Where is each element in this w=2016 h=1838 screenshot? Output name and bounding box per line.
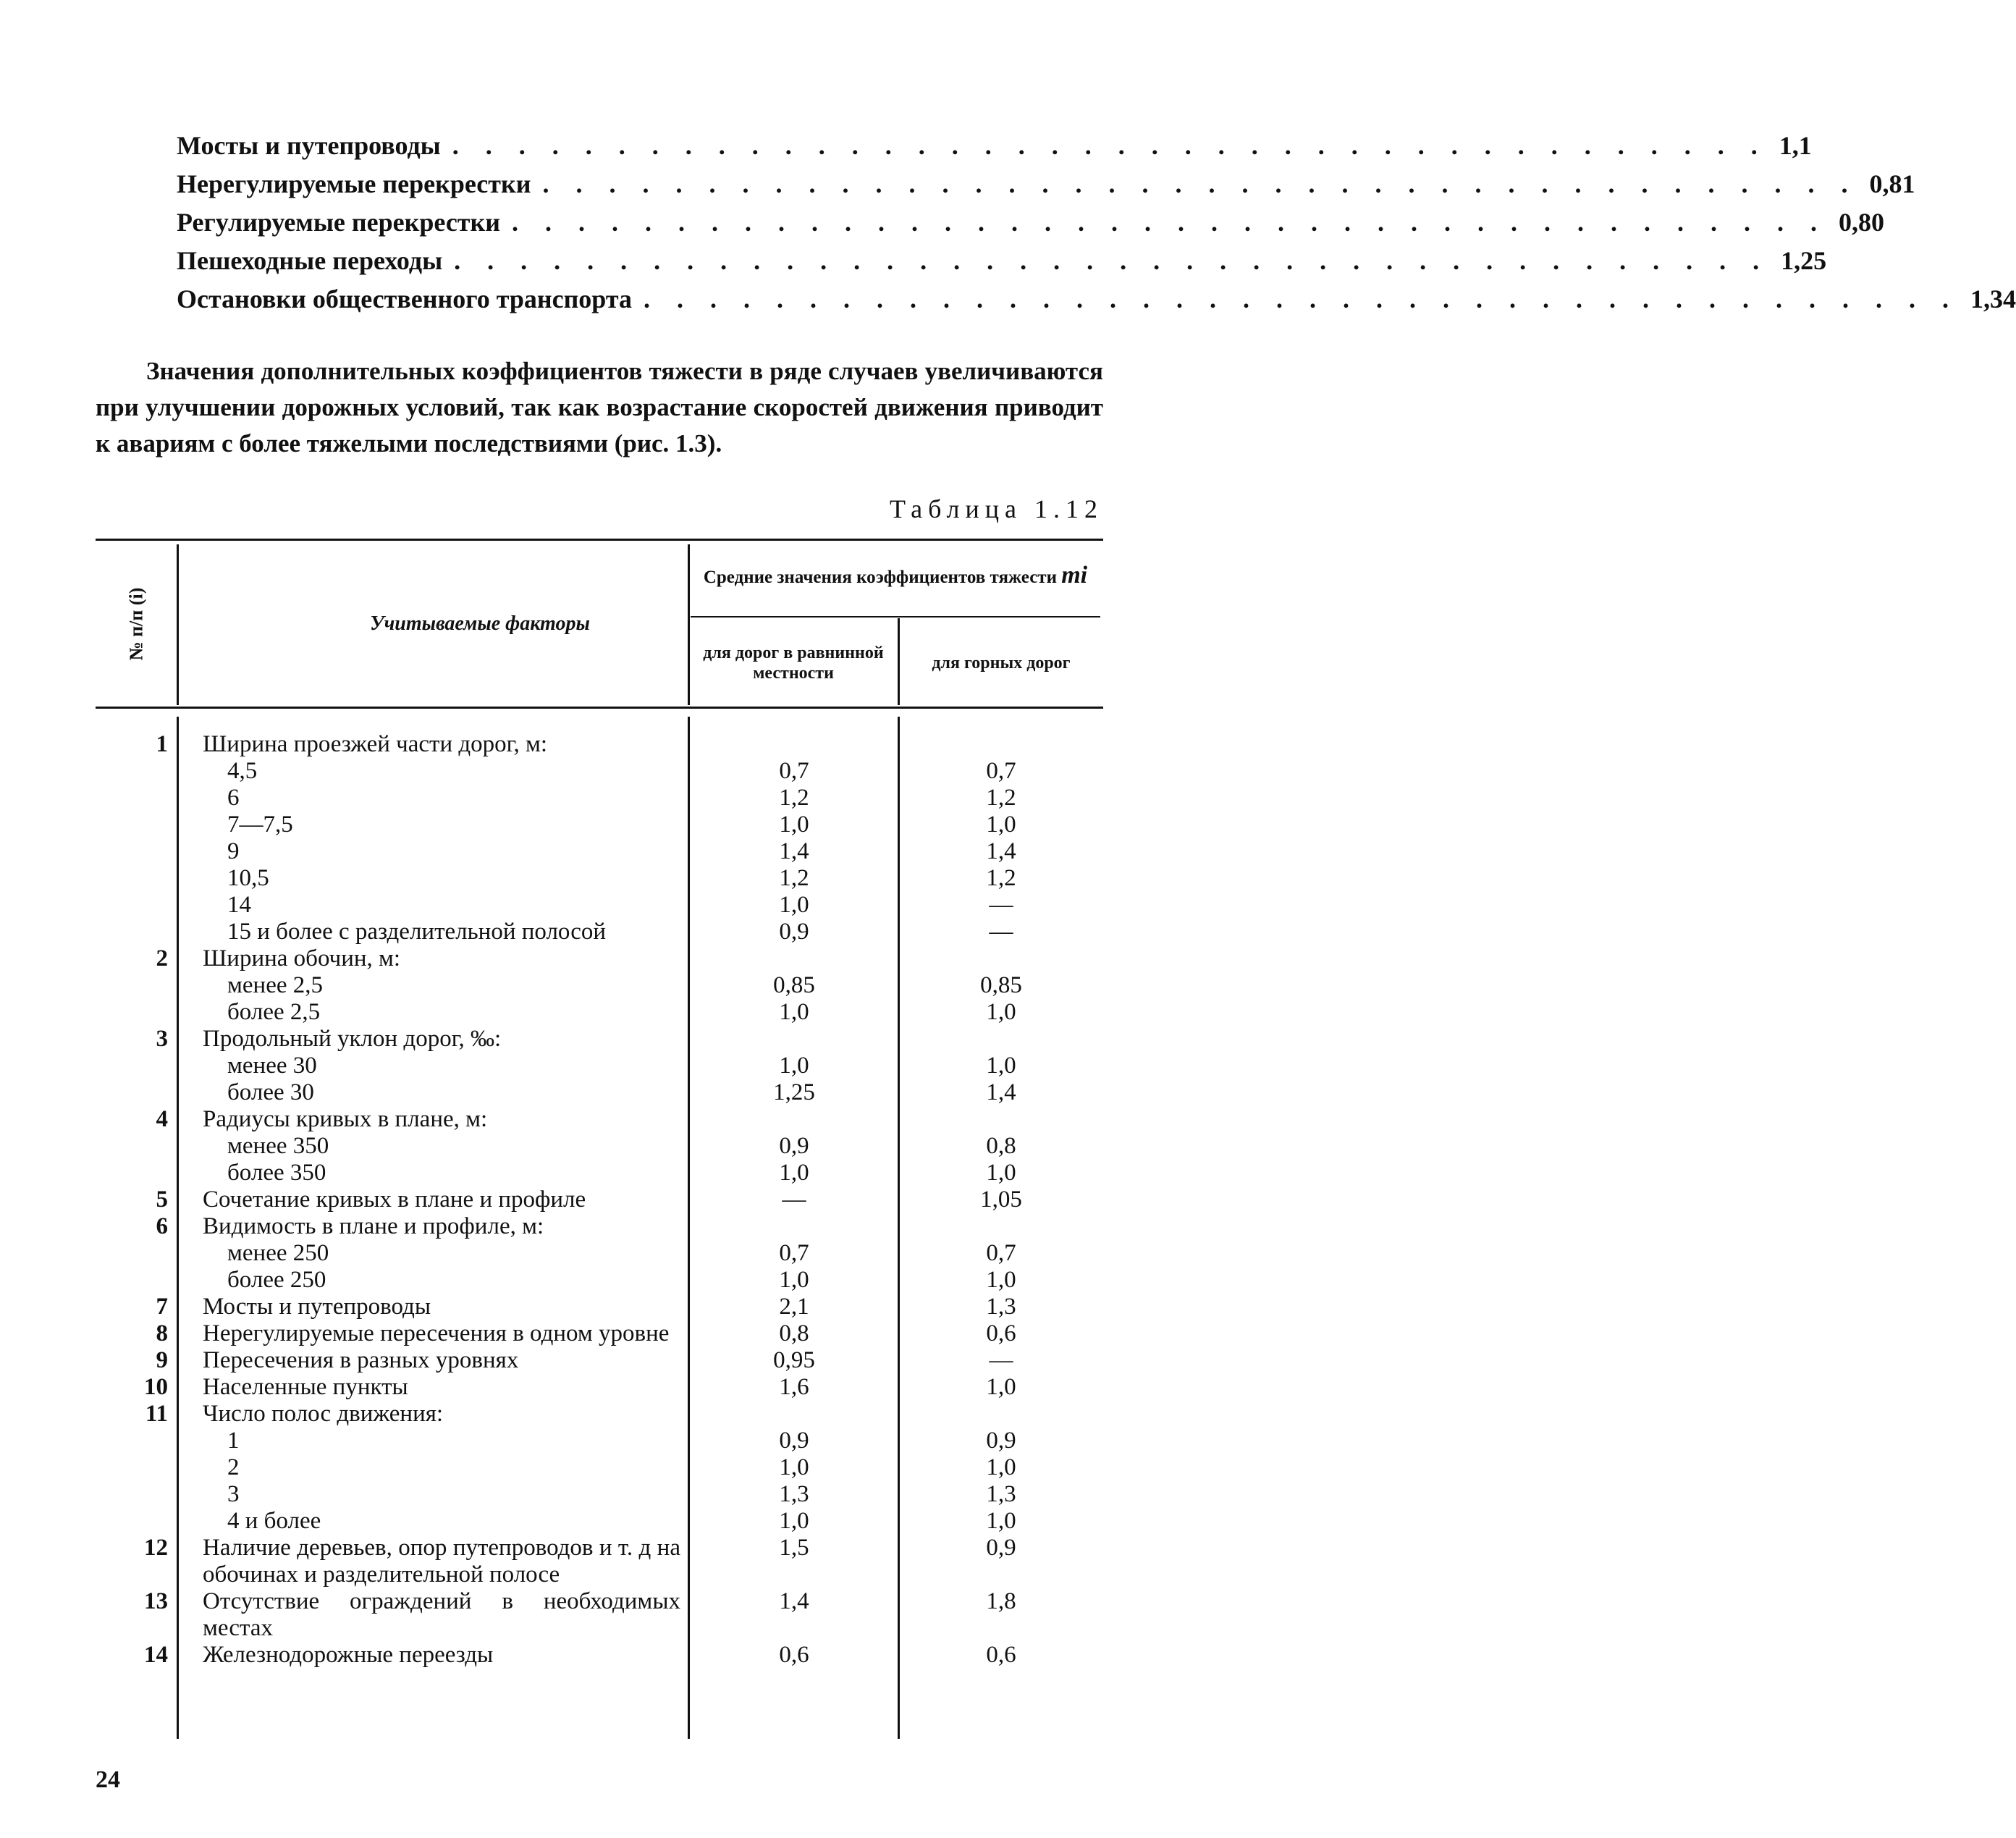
row-factor: 6 — [227, 785, 240, 811]
row-mountain-value: 1,0 — [986, 1053, 1016, 1079]
table-row — [96, 919, 1103, 945]
row-factor: Число полос движения: — [203, 1401, 444, 1427]
row-factor: Радиусы кривых в плане, м: — [203, 1106, 488, 1132]
table-row — [96, 1588, 1103, 1642]
row-number: 14 — [144, 1642, 168, 1668]
row-factor: Ширина проезжей части дорог, м: — [203, 731, 548, 757]
row-mountain-value: 1,4 — [986, 838, 1016, 864]
row-mountain-value: 0,7 — [986, 1240, 1016, 1266]
row-factor: Нерегулируемые пересечения в одном уровне — [203, 1320, 670, 1346]
row-plain-value: 0,8 — [779, 1320, 809, 1346]
row-factor: 4,5 — [227, 758, 258, 784]
row-number: 5 — [156, 1186, 168, 1213]
header-average — [688, 547, 1103, 605]
row-mountain-value: — — [989, 892, 1013, 918]
row-factor: менее 350 — [227, 1133, 329, 1159]
table-row — [96, 811, 1103, 838]
row-plain-value: 0,7 — [779, 758, 809, 784]
table-row — [96, 731, 1103, 758]
row-number: 3 — [156, 1026, 168, 1052]
list-item-value: 1,25 — [1781, 246, 1827, 275]
table-row — [96, 945, 1103, 972]
row-plain-value: 1,25 — [773, 1079, 815, 1105]
row-factor: 3 — [227, 1481, 240, 1507]
row-mountain-value: 1,3 — [986, 1481, 1016, 1507]
row-factor: Отсутствие ограждений в необходимых местах — [203, 1588, 680, 1641]
row-number: 13 — [144, 1588, 168, 1614]
page-number: 24 — [96, 1766, 120, 1793]
table-row — [96, 1508, 1103, 1535]
row-number: 1 — [156, 731, 168, 757]
leader-dots: . . . . . . . . . . . . . . . . . . . . . . . . . . . . . . . . . . . . . . . . — [643, 284, 1959, 313]
leader-dots: . . . . . . . . . . . . . . . . . . . . . . . . . . . . . . . . . . . . . . . . — [542, 169, 1858, 198]
coefficient-table — [96, 539, 1103, 1749]
row-plain-value: 0,9 — [779, 1428, 809, 1454]
row-mountain-value: 0,9 — [986, 1535, 1016, 1561]
row-plain-value: 1,6 — [779, 1374, 809, 1400]
row-factor: Ширина обочин, м: — [203, 945, 401, 971]
table-row — [96, 1026, 1103, 1053]
list-item — [177, 169, 1915, 207]
row-plain-value: 0,85 — [773, 972, 815, 998]
leader-dots: . . . . . . . . . . . . . . . . . . . . . . . . . . . . . . . . . . . . . . . . — [452, 131, 1768, 160]
row-factor: более 30 — [227, 1079, 314, 1105]
row-mountain-value: 1,2 — [986, 865, 1016, 891]
paragraph-text: Значения дополнительных коэффициентов тяжести в ряде случаев увеличиваются при улучшении дорожных условий, так как возрастание скоростей движения приводит к авариям с более тяжелыми последствиями (рис. 1.3). — [96, 357, 1103, 458]
row-mountain-value: 1,0 — [986, 1454, 1016, 1480]
row-factor: 2 — [227, 1454, 240, 1480]
row-plain-value: 1,5 — [779, 1535, 809, 1561]
header-average-label: Средние значения коэффициентов тяжести — [703, 567, 1057, 587]
row-plain-value: 0,9 — [779, 919, 809, 945]
list-item-value: 1,1 — [1779, 131, 1812, 160]
row-factor: 4 и более — [227, 1508, 321, 1534]
row-number: 2 — [156, 945, 168, 971]
leader-dots: . . . . . . . . . . . . . . . . . . . . . . . . . . . . . . . . . . . . . . . . — [511, 208, 1827, 237]
table-row — [96, 1106, 1103, 1133]
list-item-value: 1,34 — [1970, 284, 2016, 313]
row-plain-value: 1,0 — [779, 1267, 809, 1293]
row-plain-value: 1,0 — [779, 811, 809, 838]
row-factor: более 250 — [227, 1267, 326, 1293]
row-mountain-value: — — [989, 919, 1013, 945]
table-row — [96, 865, 1103, 892]
list-item-label: Регулируемые перекрестки — [177, 208, 500, 237]
table-body — [96, 731, 1103, 1669]
table-row — [96, 1186, 1103, 1213]
table-row — [96, 1079, 1103, 1106]
row-mountain-value: 0,6 — [986, 1320, 1016, 1346]
row-factor: 14 — [227, 892, 251, 918]
body-paragraph — [96, 353, 1103, 462]
row-plain-value: 1,4 — [779, 838, 809, 864]
row-number: 8 — [156, 1320, 168, 1346]
row-factor: более 2,5 — [227, 999, 321, 1025]
table-row — [96, 1347, 1103, 1374]
row-number: 6 — [156, 1213, 168, 1239]
row-number: 11 — [145, 1401, 168, 1427]
table-row — [96, 785, 1103, 811]
row-mountain-value: 1,2 — [986, 785, 1016, 811]
row-plain-value: 1,0 — [779, 1053, 809, 1079]
row-mountain-value: 1,0 — [986, 1374, 1016, 1400]
row-mountain-value: 1,0 — [986, 1508, 1016, 1534]
table-row — [96, 1053, 1103, 1079]
row-factor: Наличие деревьев, опор путепроводов и т. д на обочинах и разделительной полосе — [203, 1535, 680, 1588]
table-row — [96, 892, 1103, 919]
header-factors: Учитываемые факторы — [370, 612, 590, 635]
row-mountain-value: 1,8 — [986, 1588, 1016, 1614]
row-number: 4 — [156, 1106, 168, 1132]
list-item — [177, 130, 1812, 169]
table-row — [96, 1267, 1103, 1294]
row-plain-value: 1,4 — [779, 1588, 809, 1614]
row-factor: менее 250 — [227, 1240, 329, 1266]
table-row — [96, 1642, 1103, 1669]
row-factor: 9 — [227, 838, 240, 864]
row-plain-value: 0,7 — [779, 1240, 809, 1266]
row-factor: Продольный уклон дорог, ‰: — [203, 1026, 502, 1052]
row-plain-value: — — [782, 1186, 806, 1213]
list-item-value: 0,81 — [1869, 169, 1915, 198]
row-plain-value: 1,0 — [779, 1454, 809, 1480]
table-row — [96, 1213, 1103, 1240]
list-item-label: Мосты и путепроводы — [177, 131, 441, 160]
table-row — [96, 972, 1103, 999]
row-plain-value: 1,3 — [779, 1481, 809, 1507]
row-mountain-value: 0,8 — [986, 1133, 1016, 1159]
row-plain-value: 1,0 — [779, 892, 809, 918]
table-row — [96, 1320, 1103, 1347]
table-row — [96, 1240, 1103, 1267]
row-factor: Железнодорожные переезды — [203, 1642, 494, 1668]
row-number: 7 — [156, 1294, 168, 1320]
list-item-value: 0,80 — [1838, 208, 1884, 237]
list-item — [177, 207, 1884, 245]
row-mountain-value: 1,05 — [980, 1186, 1022, 1213]
row-factor: менее 30 — [227, 1053, 317, 1079]
list-item-label: Нерегулируемые перекрестки — [177, 169, 531, 198]
table-top-rule — [96, 539, 1103, 541]
table-row — [96, 1294, 1103, 1320]
header-average-symbol: mi — [1061, 561, 1088, 589]
row-mountain-value: 1,0 — [986, 1160, 1016, 1186]
table-row — [96, 1535, 1103, 1588]
header-plain-roads: для дорог в равнинной местности — [703, 644, 884, 683]
table-row — [96, 1133, 1103, 1160]
table-row — [96, 999, 1103, 1026]
row-mountain-value: 0,7 — [986, 758, 1016, 784]
row-mountain-value: 0,85 — [980, 972, 1022, 998]
coefficient-list — [177, 130, 2016, 322]
table-row — [96, 838, 1103, 865]
row-plain-value: 0,9 — [779, 1133, 809, 1159]
row-mountain-value: 1,4 — [986, 1079, 1016, 1105]
leader-dots: . . . . . . . . . . . . . . . . . . . . . . . . . . . . . . . . . . . . . . . . — [454, 246, 1770, 275]
row-mountain-value: 1,0 — [986, 1267, 1016, 1293]
row-plain-value: 1,0 — [779, 1160, 809, 1186]
table-row — [96, 1160, 1103, 1186]
row-mountain-value: 1,0 — [986, 811, 1016, 838]
row-plain-value: 1,2 — [779, 785, 809, 811]
table-row — [96, 1401, 1103, 1428]
row-factor: Видимость в плане и профиле, м: — [203, 1213, 544, 1239]
list-item — [177, 245, 1827, 284]
table-caption: Таблица 1.12 — [890, 494, 1103, 523]
header-number — [96, 544, 177, 704]
row-plain-value: 1,2 — [779, 865, 809, 891]
row-plain-value: 1,0 — [779, 1508, 809, 1534]
header-divider — [177, 544, 179, 705]
row-factor: 7—7,5 — [227, 811, 293, 838]
row-mountain-value: 1,0 — [986, 999, 1016, 1025]
row-mountain-value: — — [989, 1347, 1013, 1373]
row-mountain-value: 0,6 — [986, 1642, 1016, 1668]
row-number: 10 — [144, 1374, 168, 1400]
table-row — [96, 1454, 1103, 1481]
row-factor: 15 и более с разделительной полосой — [227, 919, 607, 945]
row-number: 12 — [144, 1535, 168, 1561]
row-plain-value: 0,95 — [773, 1347, 815, 1373]
header-number-label: № п/п (i) — [125, 587, 146, 661]
row-factor: Пересечения в разных уровнях — [203, 1347, 519, 1373]
list-item-label: Остановки общественного транспорта — [177, 284, 632, 313]
row-mountain-value: 0,9 — [986, 1428, 1016, 1454]
row-plain-value: 1,0 — [779, 999, 809, 1025]
row-number: 9 — [156, 1347, 168, 1373]
row-factor: Населенные пункты — [203, 1374, 408, 1400]
row-mountain-value: 1,3 — [986, 1294, 1016, 1320]
list-item-label: Пешеходные переходы — [177, 246, 443, 275]
row-factor: менее 2,5 — [227, 972, 323, 998]
row-plain-value: 2,1 — [779, 1294, 809, 1320]
table-row — [96, 758, 1103, 785]
row-factor: Сочетание кривых в плане и профиле — [203, 1186, 586, 1213]
header-mountain-roads: для горных дорог — [932, 653, 1071, 673]
row-factor: более 350 — [227, 1160, 326, 1186]
list-item — [177, 284, 2016, 322]
table-row — [96, 1428, 1103, 1454]
row-factor: Мосты и путепроводы — [203, 1294, 431, 1320]
table-header-rule — [96, 707, 1103, 709]
row-factor: 1 — [227, 1428, 240, 1454]
row-plain-value: 0,6 — [779, 1642, 809, 1668]
table-row — [96, 1481, 1103, 1508]
row-factor: 10,5 — [227, 865, 269, 891]
table-row — [96, 1374, 1103, 1401]
